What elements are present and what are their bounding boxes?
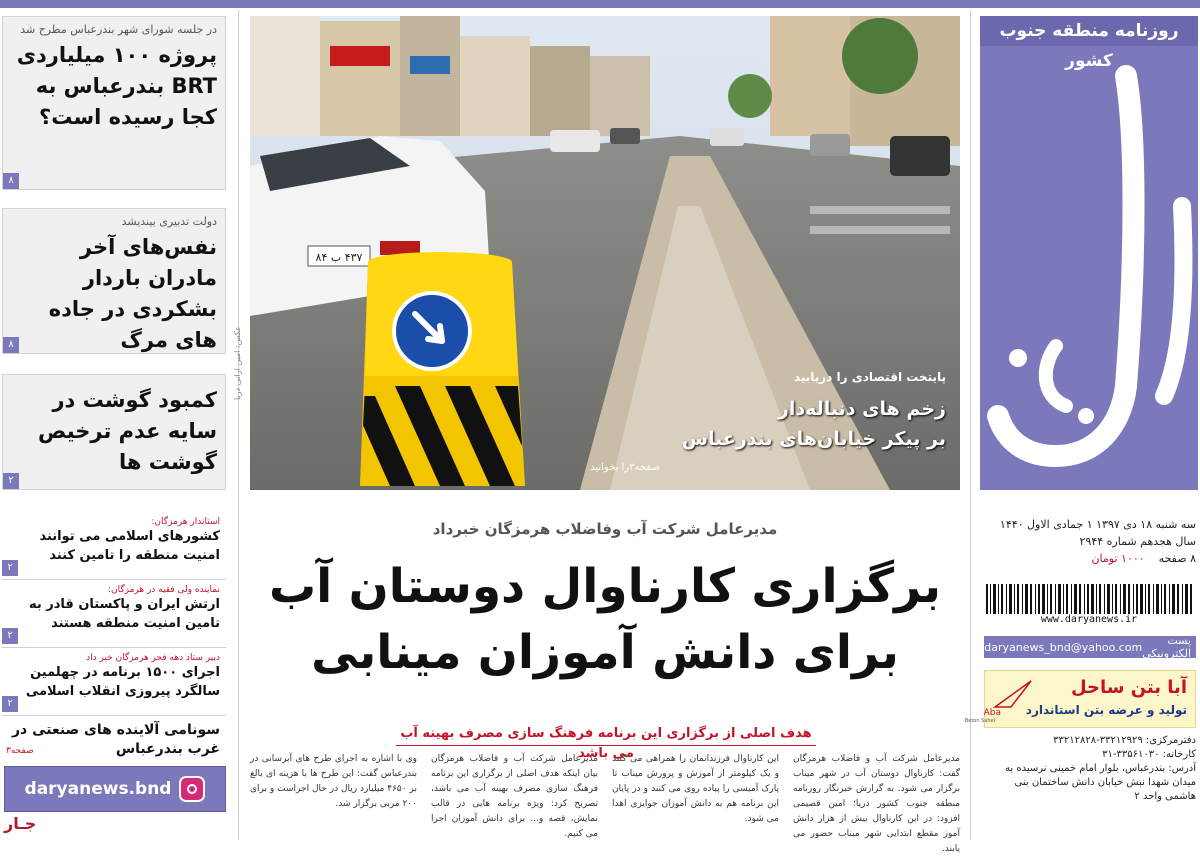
page-number-tag: ۲ (2, 696, 18, 712)
brief-text: اجرای ۱۵۰۰ برنامه در چهلمین سالگرد پیروزی انقلاب اسلامی (25, 665, 220, 699)
body-column: مدیرعامل شرکت آب و فاضلاب هرمزگان بیان اینکه هدف اصلی از برگزاری این برنامه فرهنگ سازی مصرف بهینه آب می باشد، تصریح کرد: ویژه برنامه هایی در قالب نمایش، قصه و... برای دانش آموزان اجرا می کنیم. (431, 754, 598, 839)
page-reference: صفحه۳ (6, 746, 34, 756)
main-headline-line1: برگزاری کارناوال دوستان آب (268, 559, 942, 614)
news-brief[interactable] (2, 718, 226, 762)
masthead (980, 16, 1198, 490)
news-brief[interactable] (2, 650, 226, 716)
lead-photo[interactable] (250, 16, 960, 490)
main-story-kicker: مدیرعامل شرکت آب وفاضلاب هرمزگان خبرداد (432, 520, 778, 538)
logo-text: دریا (984, 56, 986, 57)
body-column: مدیرعامل شرکت آب و فاضلاب هرمزگان گفت: کارناوال دوستان آب در شهر میناب برگزار می شود. به گزارش خبرنگار روزنامه منطقه جنوب کشور دریا؛ امین قصیمی افزود: در این کارناوال بیش از هزار دانش آموز مقطع ابتدایی شهر میناب حضور می یابند. (793, 754, 960, 854)
issue-date: سه شنبه ۱۸ دی ۱۳۹۷ ۱ جمادی الاول ۱۴۴۰ (999, 518, 1196, 531)
email-label: پست الکترونیکی (1142, 634, 1191, 660)
left-story-box[interactable] (2, 374, 226, 490)
news-brief[interactable] (2, 514, 226, 580)
story-title: کمبود گوشت در سایه عدم ترخیص گوشت ها (38, 388, 217, 474)
photo-kicker: پایتخت اقتصادی را دریابید (793, 370, 946, 384)
news-brief[interactable] (2, 582, 226, 648)
ad-logo (964, 677, 1053, 724)
issue-price: ۱۰۰۰ تومان (1091, 552, 1145, 565)
story-title: پروژه ۱۰۰ میلیاردی BRT بندرعباس به کجا رسیده است؟ (16, 43, 217, 129)
email-bar[interactable] (984, 636, 1196, 658)
newspaper-logo (986, 56, 1192, 476)
column-divider (970, 10, 971, 840)
brief-kicker: استاندار هرمزگان: (151, 517, 220, 527)
main-headline-line2: برای دانش آموزان مینابی (311, 625, 899, 680)
ad-logo-text: Aba (983, 708, 1001, 718)
instagram-handle: daryanews.bnd (24, 779, 172, 799)
story-title: نفس‌های آخر مادران باردار بشکردی در جاده های مرگ (48, 235, 217, 352)
factory-phone: کارخانه: ۳۳۵۶۱۰۳۰-۳۱ (1102, 749, 1196, 760)
email-address[interactable]: daryanews_bnd@yahoo.com (984, 640, 1143, 654)
ad-contact-info (984, 734, 1196, 804)
issue-number: سال هجدهم شماره ۲۹۴۴ (1079, 535, 1196, 548)
masthead-tagline: روزنامه منطقه جنوب کشور (980, 16, 1198, 46)
column-divider (238, 10, 239, 840)
brief-kicker: دبیر ستاد دهه فجر هرمزگان خبر داد (86, 653, 220, 663)
instagram-icon (179, 776, 205, 802)
office-phone: دفترمرکزی: ۳۳۲۱۲۹۲۹-۳۳۲۱۲۸۲۸ (1053, 735, 1196, 746)
page-number-tag: ۸ (3, 337, 19, 353)
page-number-tag: ۲ (3, 473, 19, 489)
page-number-tag: ۲ (2, 628, 18, 644)
page-count: ۸ صفحه (1158, 552, 1196, 565)
photo-headline-line2: بر پیکر خیابان‌های بندرعباس (681, 428, 946, 450)
address: آدرس: بندرعباس، بلوار امام خمینی نرسیده به میدان شهدا نبش خیابان دانش ساختمان بنی هاشمی واحد ۲ (1005, 763, 1196, 802)
story-kicker: در جلسه شورای شهر بندرعباس مطرح شد (20, 23, 217, 36)
brief-text: سونامی آلاینده های صنعتی در غرب بندرعباس (12, 722, 220, 757)
ad-logo-subtext: Beton Sahel (964, 718, 995, 724)
website-link[interactable]: www.daryanews.ir (984, 614, 1194, 625)
brief-text: ارتش ایران و پاکستان قادر به تامین امنیت منطقه هستند (28, 597, 220, 631)
license-plate: ۴۳۷ ب ۸۴ (315, 251, 363, 264)
ad-brand: آبا بتن ساحل (1070, 677, 1187, 698)
issue-info (984, 516, 1196, 567)
source-watermark: جـار (4, 814, 37, 833)
page-number-tag: ۲ (2, 560, 18, 576)
page-number-tag: ۸ (3, 173, 19, 189)
body-column: وی با اشاره به اجرای طرح های آبرسانی در بندرعباس گفت: این طرح ها با هزینه ای بالغ بر ۴۶۵۰ میلیارد ریال در حال اجراست و برای ۲۰۰ مربی برگزار شد. (250, 754, 417, 809)
advertisement[interactable] (964, 670, 1196, 728)
main-headline[interactable] (250, 554, 960, 686)
body-column: این کارناوال فرزندانمان را همراهی می کنند و یک کیلومتر از آموزش و پرورش میناب تا پارک آمیسی را پیاده روی می کنند و در پایان این برنامه هم به دانش آموزان جوایزی اهدا می شود. (612, 754, 779, 824)
story-kicker: دولت تدبیری بیندیشد (121, 215, 217, 228)
instagram-banner[interactable] (4, 766, 226, 812)
photo-credit: عکس: امین ارانی دریا (233, 325, 242, 400)
main-subheadline: هدف اصلی از برگزاری این برنامه فرهنگ سازی مصرف بهینه آب می باشد (396, 724, 816, 746)
brief-kicker: نماینده ولی فقیه در هرمزگان: (107, 585, 220, 595)
left-story-box[interactable] (2, 208, 226, 354)
photo-page-reference[interactable]: صفحه۳را بخوانید (590, 462, 660, 473)
photo-headline-line1: زخم های دنباله‌دار (777, 398, 946, 420)
left-story-box[interactable] (2, 16, 226, 190)
top-color-bar (0, 0, 1200, 8)
main-story-body (250, 752, 960, 857)
brief-text: کشورهای اسلامی می توانند امنیت منطقه را تامین کنند (39, 529, 220, 563)
ad-slogan: تولید و عرضه بتن استاندارد (1025, 703, 1187, 717)
photo-headline (682, 394, 946, 454)
